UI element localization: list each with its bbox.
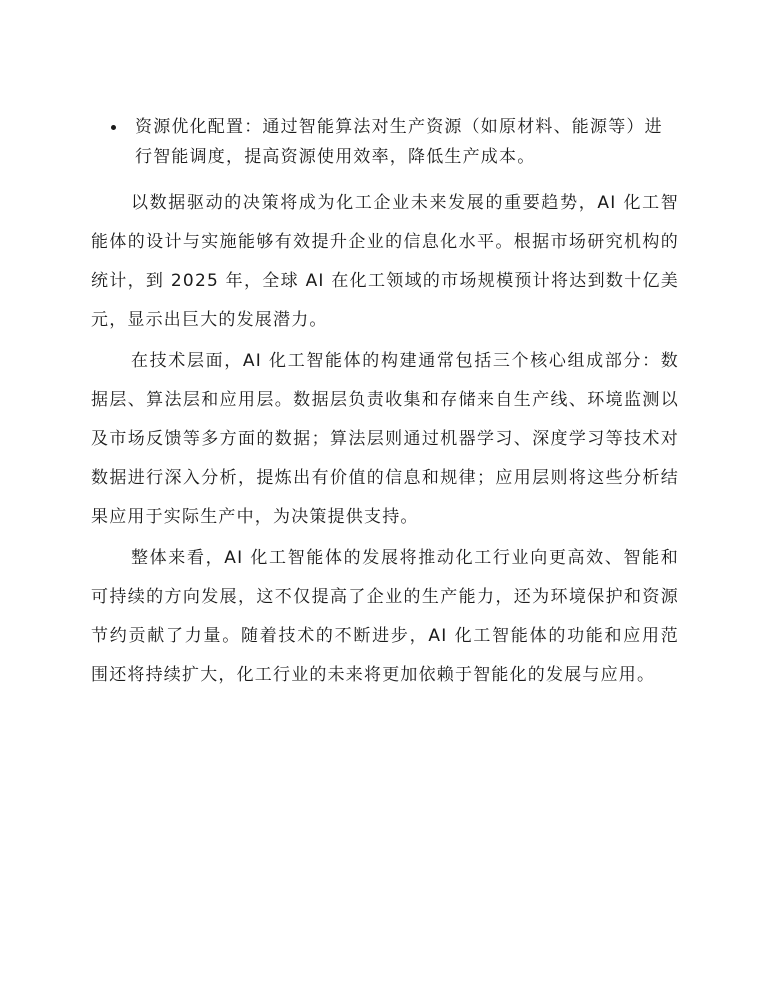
- bullet-item-resource-optimization: [91, 112, 679, 172]
- paragraph-data-driven-decisions: 以数据驱动的决策将成为化工企业未来发展的重要趋势，AI 化工智能体的设计与实施能够有效提升企业的信息化水平。根据市场研究机构的统计，到 2025 年，全球 AI 在化工领域的市场规模预计将达到数十亿美元，显示出巨大的发展潜力。: [91, 193, 679, 330]
- bullet-text: 资源优化配置：通过智能算法对生产资源（如原材料、能源等）进行智能调度，提高资源使用效率，降低生产成本。: [135, 117, 663, 167]
- paragraph-overall-outlook: 整体来看，AI 化工智能体的发展将推动化工行业向更高效、智能和可持续的方向发展，这不仅提高了企业的生产能力，还为环境保护和资源节约贡献了力量。随着技术的不断进步，AI 化工智能体的功能和应用范围还将持续扩大，化工行业的未来将更加依赖于智能化的发展与应用。: [91, 548, 679, 685]
- bullet-dot-icon: [111, 125, 116, 130]
- paragraph-technical-layers: 在技术层面，AI 化工智能体的构建通常包括三个核心组成部分：数据层、算法层和应用层。数据层负责收集和存储来自生产线、环境监测以及市场反馈等多方面的数据；算法层则通过机器学习、深度学习等技术对数据进行深入分析，提炼出有价值的信息和规律；应用层则将这些分析结果应用于实际生产中，为决策提供支持。: [91, 351, 679, 527]
- document-body: [91, 112, 679, 695]
